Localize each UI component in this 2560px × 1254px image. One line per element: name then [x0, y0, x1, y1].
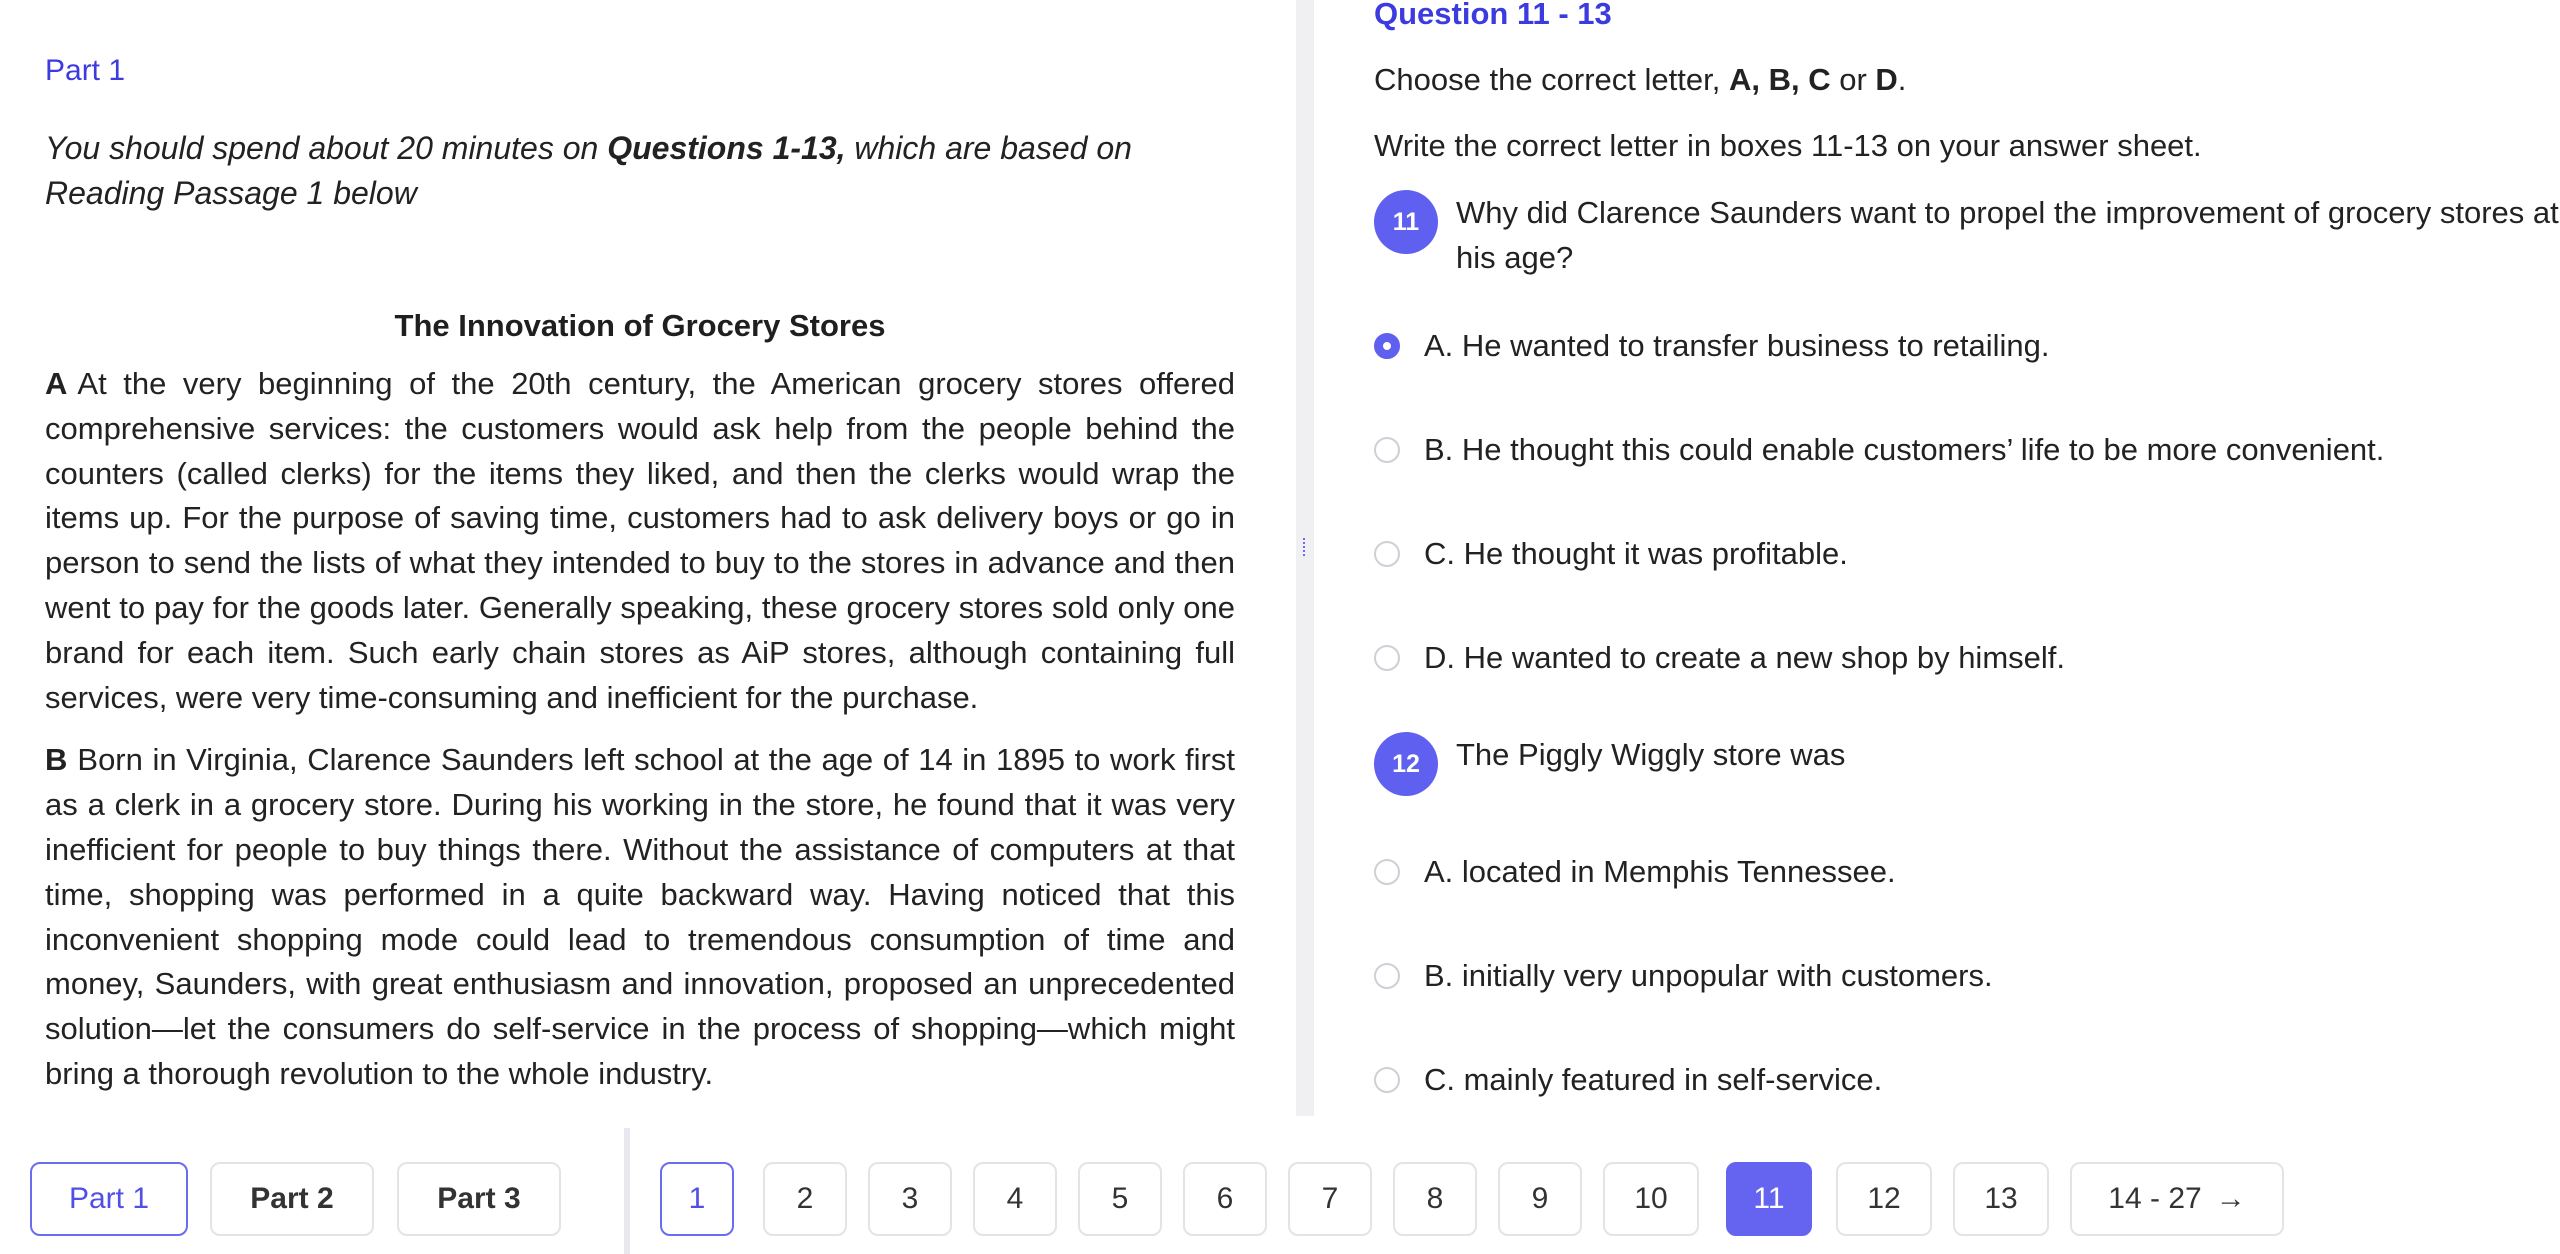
radio-button-icon[interactable] [1374, 437, 1400, 463]
question-nav-7[interactable]: 7 [1288, 1162, 1372, 1236]
paragraph-text: At the very beginning of the 20th century, the American grocery stores offered comprehensive services: the customers would ask help from the people behind the counters (called clerks) for the items they liked, and then the clerks would wrap the items up. For the purpose of saving time, customers had to ask delivery boys or go in person to send the lists of what they intended to buy to the stores in advance and then went to pay for the goods later. Generally speaking, these grocery stores sold only one brand for each item. Such early chain stores as AiP stores, although containing full services, were very time-consuming and inefficient for the purchase. [45, 366, 1235, 715]
instruction-questions: Questions 1-13, [607, 130, 846, 166]
paragraph-letter: A [45, 366, 68, 401]
question-number-badge: 12 [1374, 732, 1438, 796]
drag-handle-icon[interactable] [1303, 538, 1309, 556]
next-range-label: 14 - 27 [2108, 1182, 2202, 1215]
question-number-badge: 11 [1374, 190, 1438, 254]
option-label: B. initially very unpopular with customers. [1424, 958, 1993, 993]
question-nav-10[interactable]: 10 [1603, 1162, 1699, 1236]
arrow-right-icon: → [2215, 1182, 2246, 1215]
q11-option-c[interactable] [1374, 534, 2560, 574]
question-nav-12[interactable]: 12 [1836, 1162, 1932, 1236]
q12-option-c[interactable] [1374, 1060, 2560, 1100]
instruction-text-end: which are based on Reading Passage 1 below [45, 130, 1132, 211]
passage-title: The Innovation of Grocery Stores [394, 308, 886, 343]
q12-option-b[interactable] [1374, 956, 2560, 996]
question-nav-11[interactable]: 11 [1726, 1162, 1812, 1236]
question-11 [1374, 190, 2560, 280]
question-text: Why did Clarence Saunders want to propel the improvement of grocery stores at his age? [1456, 195, 2559, 275]
part-2-button[interactable]: Part 2 [210, 1162, 374, 1236]
radio-button-icon[interactable] [1374, 333, 1400, 359]
question-nav-3[interactable]: 3 [868, 1162, 952, 1236]
question-nav-8[interactable]: 8 [1393, 1162, 1477, 1236]
radio-button-icon[interactable] [1374, 963, 1400, 989]
question-range-title: Question 11 - 13 [1374, 0, 1612, 31]
instruction-last-letter: D [1875, 62, 1898, 97]
question-nav-9[interactable]: 9 [1498, 1162, 1582, 1236]
question-nav-1[interactable]: 1 [660, 1162, 734, 1236]
passage-instruction [45, 126, 1245, 216]
option-label: C. He thought it was profitable. [1424, 536, 1848, 571]
questions-pane[interactable] [1314, 0, 2560, 1116]
instruction-text: Choose the correct letter, [1374, 62, 1729, 97]
q11-option-b[interactable] [1374, 430, 2560, 470]
question-nav-2[interactable]: 2 [763, 1162, 847, 1236]
paragraph-text: Born in Virginia, Clarence Saunders left school at the age of 14 in 1895 to work first as a clerk in a grocery store. During his working in the store, he found that it was very inefficient for people to buy things there. Without the assistance of computers at that time, shopping was performed in a quite backward way. Having noticed that this inconvenient shopping mode could lead to tremendous consumption of time and money, Saunders, with great enthusiasm and innovation, proposed an unprecedented solution—let the consumers do self-service in the process of shopping—which might bring a thorough revolution to the whole industry. [45, 742, 1235, 1091]
option-label: C. mainly featured in self-service. [1424, 1062, 1883, 1097]
question-text: The Piggly Wiggly store was [1456, 737, 1846, 772]
option-label: A. located in Memphis Tennessee. [1424, 854, 1896, 889]
paragraph-a [45, 362, 1235, 720]
option-label: B. He thought this could enable customers’ life to be more convenient. [1424, 432, 2385, 467]
radio-button-icon[interactable] [1374, 859, 1400, 885]
part-title: Part 1 [45, 54, 126, 87]
radio-button-icon[interactable] [1374, 1067, 1400, 1093]
option-label: A. He wanted to transfer business to retailing. [1424, 328, 2050, 363]
instruction-letters: A, B, C [1728, 62, 1831, 97]
instruction-text: You should spend about 20 minutes on [45, 130, 608, 166]
option-label: D. He wanted to create a new shop by himself. [1424, 640, 2065, 675]
question-nav-4[interactable]: 4 [973, 1162, 1057, 1236]
part-3-button[interactable]: Part 3 [397, 1162, 561, 1236]
question-12 [1374, 732, 2560, 796]
question-instruction-2: Write the correct letter in boxes 11-13 on your answer sheet. [1374, 128, 2202, 163]
q12-option-a[interactable] [1374, 852, 2560, 892]
question-nav-next-range[interactable] [2070, 1162, 2284, 1236]
reading-passage-pane[interactable] [0, 0, 1296, 1116]
q11-option-a[interactable] [1374, 326, 2560, 366]
pane-divider[interactable] [1296, 0, 1314, 1116]
instruction-period: . [1897, 62, 1907, 97]
radio-button-icon[interactable] [1374, 645, 1400, 671]
part-1-button[interactable]: Part 1 [30, 1162, 188, 1236]
bottom-navigation [0, 1116, 2560, 1254]
q11-option-d[interactable] [1374, 638, 2560, 678]
radio-button-icon[interactable] [1374, 541, 1400, 567]
paragraph-b [45, 738, 1235, 1096]
question-nav-13[interactable]: 13 [1953, 1162, 2049, 1236]
instruction-or: or [1830, 62, 1876, 97]
question-nav-6[interactable]: 6 [1183, 1162, 1267, 1236]
question-instruction-1 [1374, 58, 2560, 102]
paragraph-letter: B [45, 742, 68, 778]
question-nav-5[interactable]: 5 [1078, 1162, 1162, 1236]
nav-separator [624, 1128, 630, 1254]
